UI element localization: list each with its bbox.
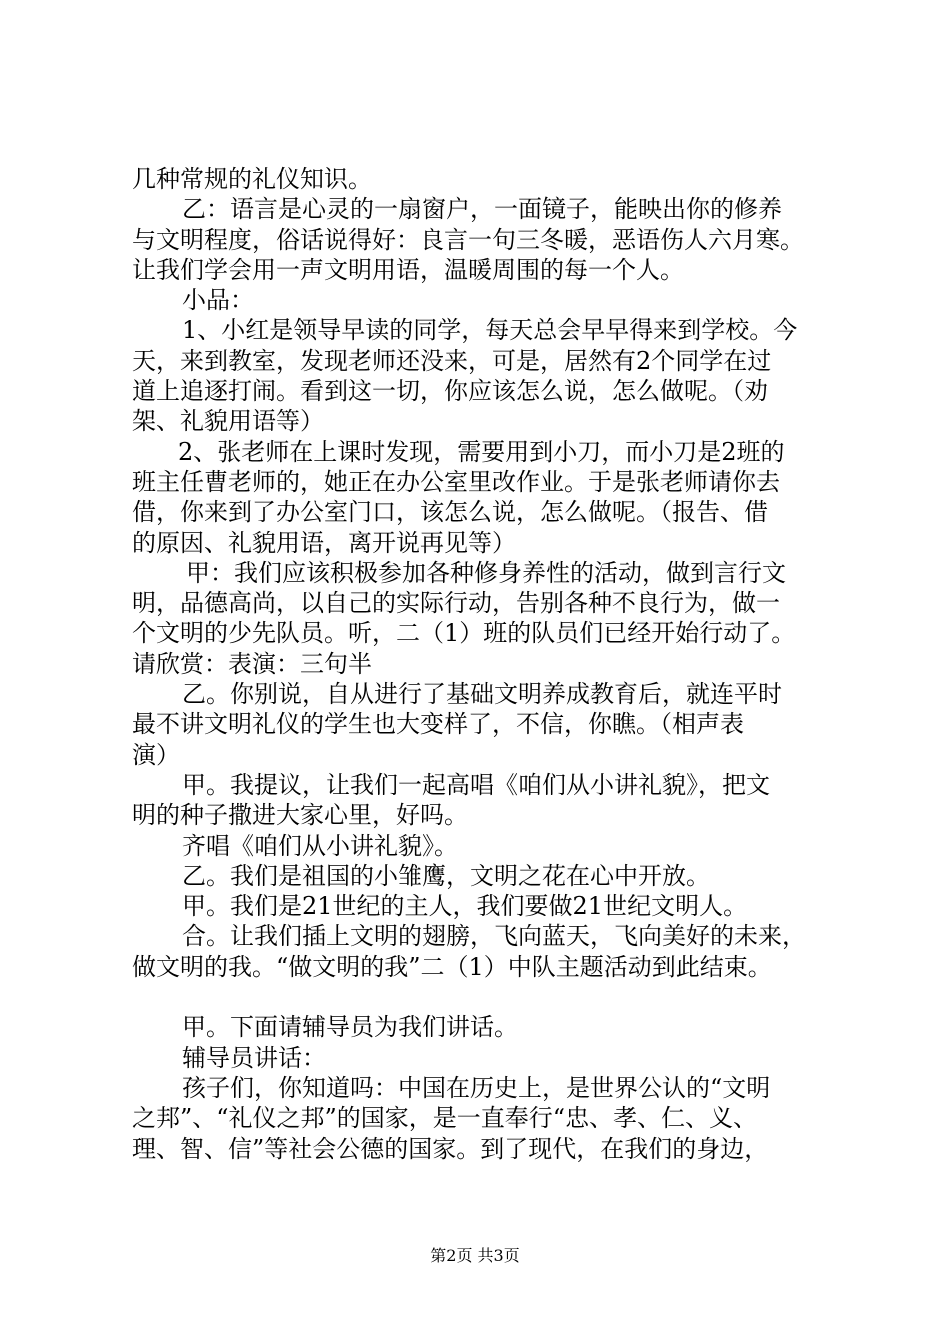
text-line: 的原因、礼貌用语，离开说再见等） — [132, 528, 516, 557]
text-line: 甲。我提议，让我们一起高唱《咱们从小讲礼貌》，把文 — [182, 770, 770, 799]
blank-line — [132, 982, 822, 1012]
text-line: 甲。我们是21世纪的主人，我们要做21世纪文明人。 — [182, 892, 748, 921]
text-line: 齐唱《咱们从小讲礼貌》。 — [182, 831, 458, 860]
text-line: 乙：语言是心灵的一扇窗户，一面镜子，能映出你的修养 — [182, 195, 782, 224]
text-line: 让我们学会用一声文明用语，温暖周围的每一个人。 — [132, 255, 684, 284]
text-line: 借，你来到了办公室门口，该怎么说，怎么做呢。（报告、借 — [132, 498, 768, 527]
text-line: 之邦”、“礼仪之邦”的国家，是一直奉行“忠、孝、仁、义、 — [132, 1104, 758, 1133]
text-line: 架、礼貌用语等） — [132, 407, 324, 436]
text-line: 乙。你别说，自从进行了基础文明养成教育后，就连平时 — [182, 680, 782, 709]
text-line: 几种常规的礼仪知识。 — [132, 165, 372, 193]
text-line: 班主任曹老师的，她正在办公室里改作业。于是张老师请你去 — [132, 467, 780, 496]
text-line: 个文明的少先队员。听，二（1）班的队员们已经开始行动了。 — [132, 619, 796, 648]
text-line: 甲。下面请辅导员为我们讲话。 — [182, 1013, 518, 1042]
text-line: 2、张老师在上课时发现，需要用到小刀，而小刀是2班的 — [178, 437, 785, 466]
text-line: 孩子们，你知道吗：中国在历史上，是世界公认的“文明 — [182, 1073, 771, 1102]
text-line: 道上追逐打闹。看到这一切，你应该怎么说，怎么做呢。（劝 — [132, 377, 768, 406]
text-line: 最不讲文明礼仪的学生也大变样了，不信，你瞧。（相声表 — [132, 710, 744, 739]
text-line: 天，来到教室，发现老师还没来，可是，居然有2个同学在过 — [132, 346, 772, 375]
text-line: 做文明的我。“做文明的我”二（1）中队主题活动到此结束。 — [132, 952, 772, 981]
text-line: 合。让我们插上文明的翅膀，飞向蓝天，飞向美好的未来， — [182, 922, 806, 951]
text-line: 明，品德高尚，以自己的实际行动，告别各种不良行为，做一 — [132, 589, 780, 618]
text-line: 演） — [132, 740, 180, 769]
text-line: 辅导员讲话： — [182, 1043, 326, 1072]
text-line: 请欣赏：表演：三句半 — [132, 649, 372, 678]
text-line: 明的种子撒进大家心里，好吗。 — [132, 801, 468, 830]
text-line: 与文明程度，俗话说得好：良言一句三冬暖，恶语伤人六月寒。 — [132, 225, 804, 254]
text-line: 甲：我们应该积极参加各种修身养性的活动，做到言行文 — [186, 558, 786, 587]
text-line: 理、智、信”等社会公德的国家。到了现代，在我们的身边， — [132, 1134, 769, 1163]
page-number-footer: 第2页 共3页 — [430, 1246, 520, 1265]
text-line: 乙。我们是祖国的小雏鹰，文明之花在心中开放。 — [182, 861, 710, 890]
text-line: 小品： — [182, 286, 254, 315]
text-line: 1、小红是领导早读的同学，每天总会早早得来到学校。今 — [182, 316, 798, 345]
document-body — [132, 164, 822, 1164]
